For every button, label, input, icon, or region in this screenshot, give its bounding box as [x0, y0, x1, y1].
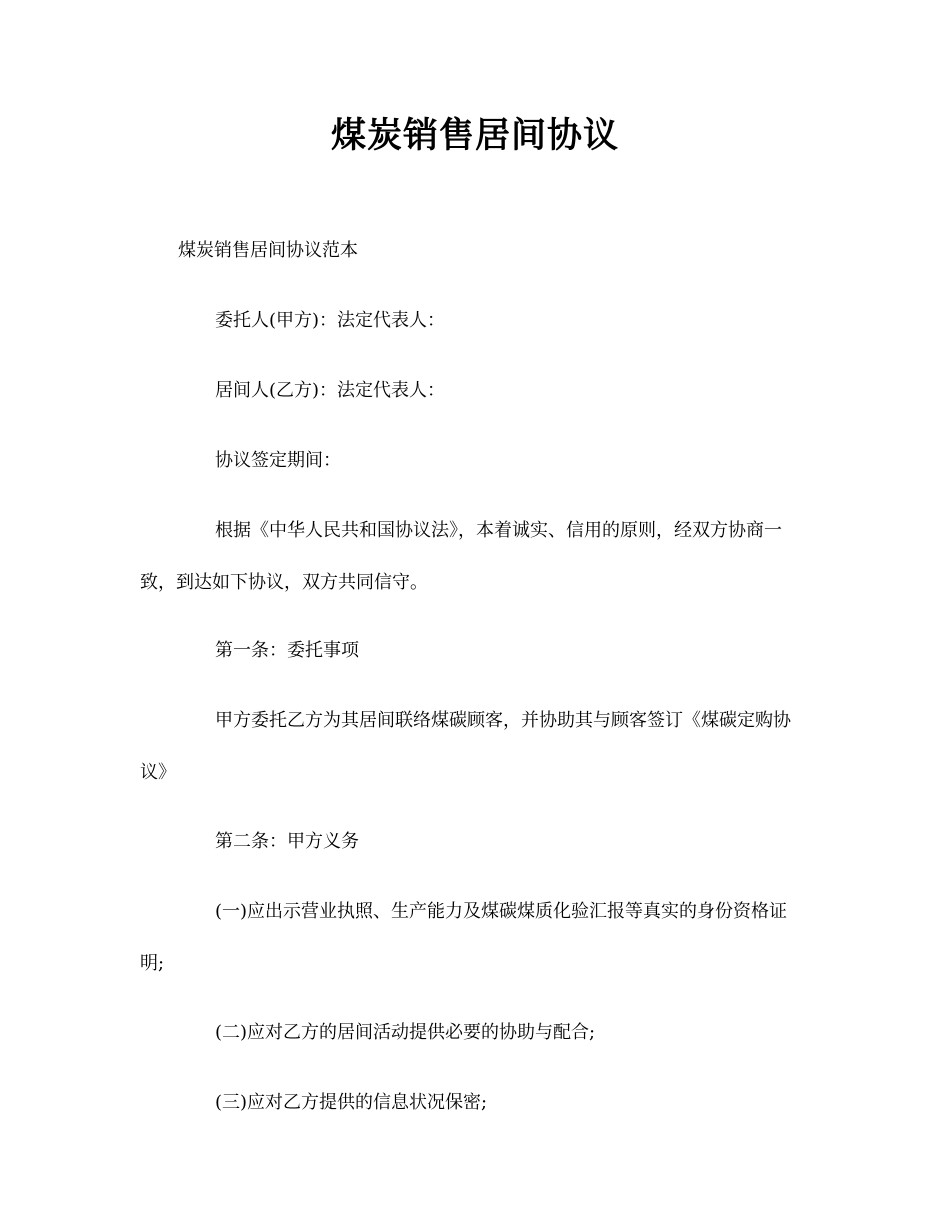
signing-period-line: 协议签定期间：	[215, 450, 341, 471]
obligation-3-line: (三)应对乙方提供的信息状况保密;	[215, 1092, 488, 1113]
article-2-heading: 第二条：甲方义务	[215, 831, 359, 852]
obligation-2-line: (二)应对乙方的居间活动提供必要的协助与配合;	[215, 1022, 596, 1043]
article-1-text-line-2: 议》	[140, 762, 176, 783]
intermediary-party-line: 居间人(乙方)：法定代表人：	[215, 380, 446, 401]
obligation-1-line-1: (一)应出示营业执照、生产能力及煤碳煤质化验汇报等真实的身份资格证	[215, 901, 788, 922]
article-1-heading: 第一条：委托事项	[215, 640, 359, 661]
document-title: 煤炭销售居间协议	[330, 115, 619, 156]
client-party-line: 委托人(甲方)：法定代表人：	[215, 310, 446, 331]
preamble-line-1: 根据《中华人民共和国协议法》，本着诚实、信用的原则，经双方协商一	[215, 520, 782, 541]
subtitle-line: 煤炭销售居间协议范本	[178, 240, 358, 261]
obligation-1-line-2: 明;	[140, 953, 165, 974]
preamble-line-2: 致，到达如下协议，双方共同信守。	[140, 572, 428, 593]
article-1-text-line-1: 甲方委托乙方为其居间联络煤碳顾客，并协助其与顾客签订《煤碳定购协	[215, 710, 791, 731]
